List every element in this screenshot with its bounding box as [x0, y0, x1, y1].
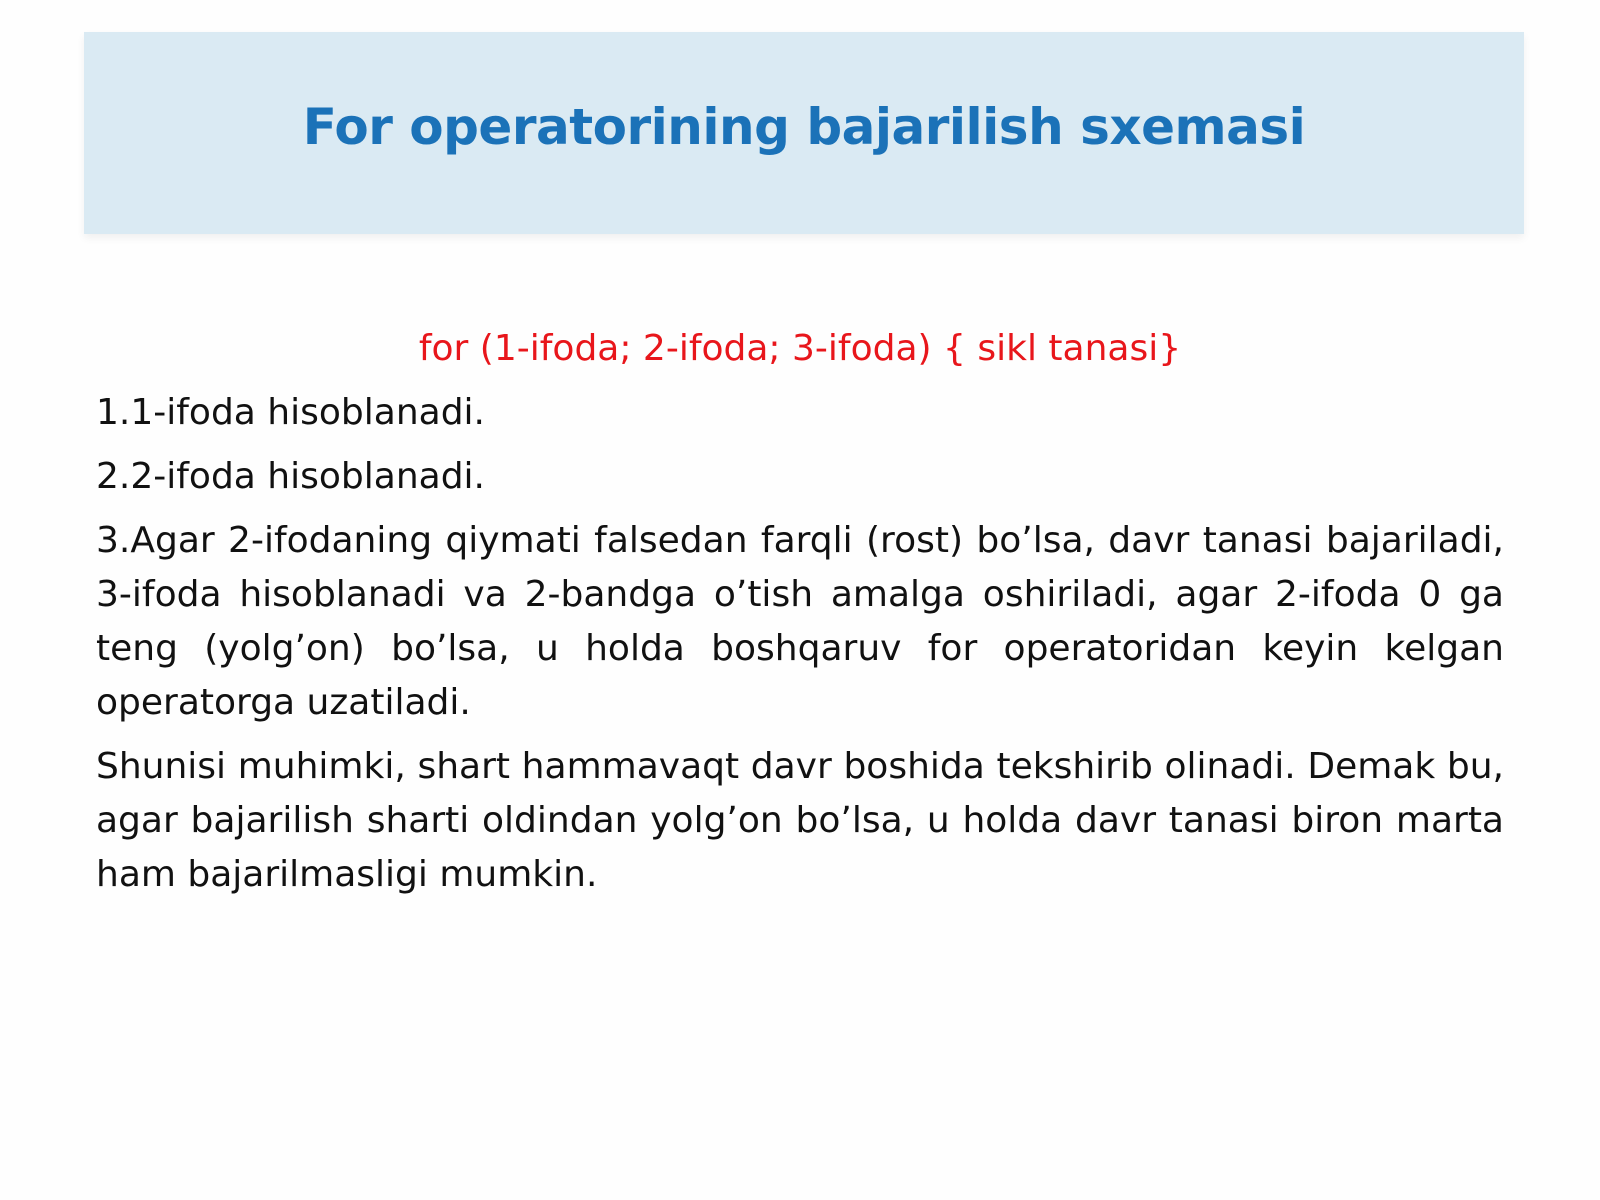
step-2: 2.2-ifoda hisoblanadi. [96, 456, 485, 497]
step-3: 3.Agar 2-ifodaning qiymati falsedan farqli (rost) bo’lsa, davr tanasi bajariladi, 3-ifoda hisoblanadi va 2-bandga o’tish amalga oshiriladi, agar 2-ifoda 0 ga teng (yolg’on) bo’lsa, u holda boshqaruv for operatoridan keyin kelgan operatorga uzatiladi. [96, 520, 1504, 723]
slide-body [96, 322, 1504, 912]
title-band [84, 32, 1524, 234]
step-1: 1.1-ifoda hisoblanadi. [96, 392, 485, 433]
for-syntax-line: for (1-ifoda; 2-ifoda; 3-ifoda) { sikl tanasi} [418, 328, 1182, 369]
note-paragraph: Shunisi muhimki, shart hammavaqt davr boshida tekshirib olinadi. Demak bu, agar bajarilish sharti oldindan yolg’on bo’lsa, u holda davr tanasi biron marta ham bajarilmasligi mumkin. [96, 746, 1504, 895]
slide-title: For operatorining bajarilish sxemasi [302, 98, 1306, 156]
